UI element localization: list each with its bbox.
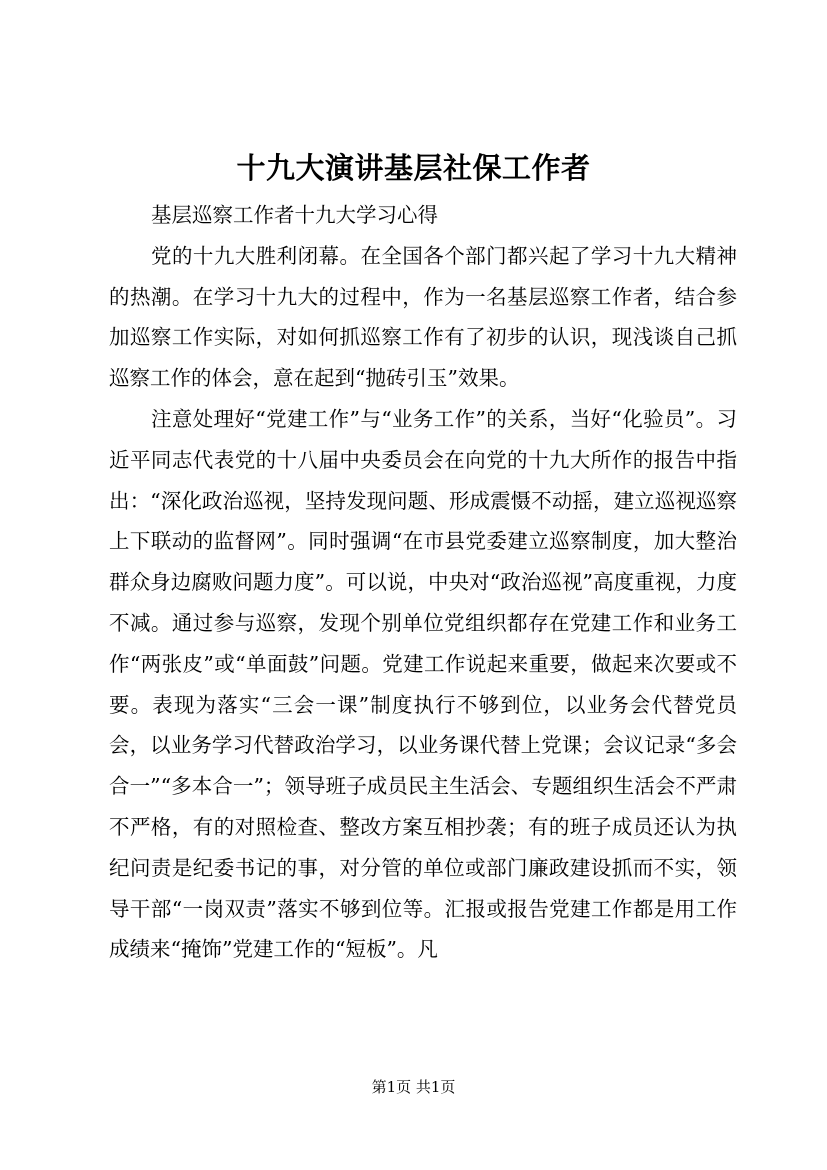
document-subtitle: 基层巡察工作者十九大学习心得 xyxy=(151,203,438,227)
document-body xyxy=(109,195,737,970)
document-title: 十九大演讲基层社保工作者 xyxy=(236,151,591,185)
paragraph-1: 党的十九大胜利闭幕。在全国各个部门都兴起了学习十九大精神的热潮。在学习十九大的过程中，作为一名基层巡察工作者，结合参加巡察工作实际，对如何抓巡察工作有了初步的认识，现浅谈自己抓巡察工作的体会，意在起到“抛砖引玉”效果。 xyxy=(109,243,737,391)
page-footer: 第1页 共1页 xyxy=(371,1078,456,1096)
paragraph-2: 注意处理好“党建工作”与“业务工作”的关系，当好“化验员”。习近平同志代表党的十八届中央委员会在向党的十九大所作的报告中指出：“深化政治巡视，坚持发现问题、形成震慑不动摇，建立巡视巡察上下联动的监督网”。同时强调“在市县党委建立巡察制度，加大整治群众身边腐败问题力度”。可以说，中央对“政治巡视”高度重视，力度不减。通过参与巡察，发现个别单位党组织都存在党建工作和业务工作“两张皮”或“单面鼓”问题。党建工作说起来重要，做起来次要或不要。表现为落实“三会一课”制度执行不够到位，以业务会代替党员会，以业务学习代替政治学习，以业务课代替上党课；会议记录“多会合一”“多本合一”；领导班子成员民主生活会、专题组织生活会不严肃不严格，有的对照检查、整改方案互相抄袭；有的班子成员还认为执纪问责是纪委书记的事，对分管的单位或部门廉政建设抓而不实，领导干部“一岗双责”落实不够到位等。汇报或报告党建工作都是用工作成绩来“掩饰”党建工作的“短板”。凡 xyxy=(109,406,737,962)
